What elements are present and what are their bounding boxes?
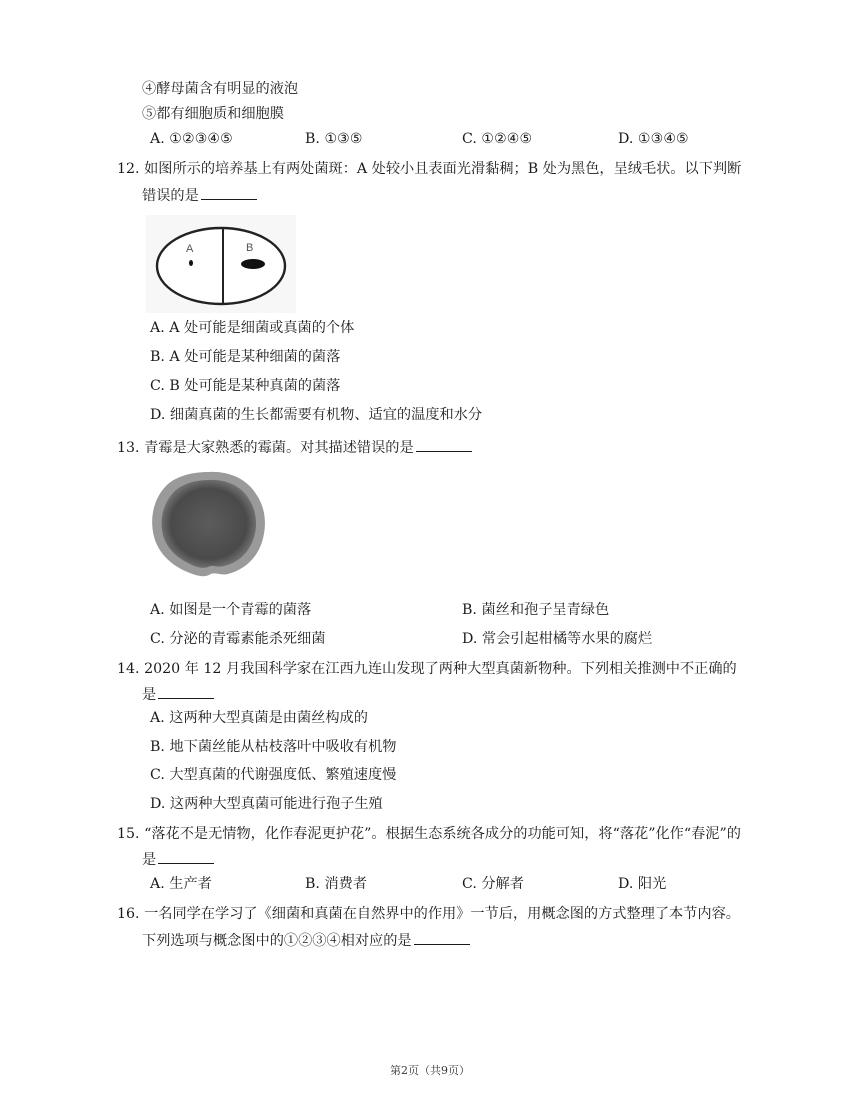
q11-option-b: B. ①③⑤: [305, 131, 363, 147]
q13-option-b: B. 菌丝和孢子呈青绿色: [462, 602, 610, 618]
q12-option-a: A. A 处可能是细菌或真菌的个体: [150, 320, 355, 336]
q16-stem-line1: 16. 一名同学在学习了《细菌和真菌在自然界中的作用》一节后，用概念图的方式整理了本节内容。: [117, 906, 740, 922]
q14-option-a: A. 这两种大型真菌是由菌丝构成的: [150, 710, 368, 726]
q15-stem-text: 是: [142, 852, 157, 868]
q13-option-d: D. 常会引起柑橘等水果的腐烂: [462, 631, 653, 647]
label-b: B: [246, 242, 254, 254]
q14-stem-text: 是: [142, 687, 157, 703]
q14-stem-line2: [142, 684, 214, 705]
q15-answer-blank: [158, 849, 214, 864]
q12-option-d: D. 细菌真菌的生长都需要有机物、适宜的温度和水分: [150, 407, 483, 423]
q15-stem-line2: [142, 849, 214, 870]
label-a: A: [186, 243, 194, 255]
q14-option-b: B. 地下菌丝能从枯枝落叶中吸收有机物: [150, 739, 397, 755]
q11-item-4: ④酵母菌含有明显的液泡: [142, 81, 299, 97]
q11-option-c: C. ①②④⑤: [462, 131, 533, 147]
q15-option-d: D. 阳光: [618, 876, 667, 892]
q12-stem-line1: 12. 如图所示的培养基上有两处菌斑：A 处较小且表面光滑黏稠；B 处为黑色，呈绒毛状。以下判断: [117, 161, 742, 177]
q16-stem-text: 下列选项与概念图中的①②③④相对应的是: [142, 933, 412, 949]
q12-option-b: B. A 处可能是某种细菌的菌落: [150, 349, 341, 365]
q14-stem-line1: 14. 2020 年 12 月我国科学家在江西九连山发现了两种大型真菌新物种。下列相关推测中不正确的: [117, 661, 737, 677]
q16-answer-blank: [414, 930, 470, 945]
q14-answer-blank: [158, 684, 214, 699]
q13-stem: [117, 437, 472, 458]
q11-option-a: A. ①②③④⑤: [150, 131, 233, 147]
q12-answer-blank: [201, 185, 257, 200]
q15-option-b: B. 消费者: [305, 876, 368, 892]
q12-option-c: C. B 处可能是某种真菌的菌落: [150, 378, 341, 394]
colony-b: [241, 259, 265, 269]
colony-a: [189, 260, 193, 266]
q12-stem-line2: [142, 185, 257, 206]
q16-stem-line2: [142, 930, 470, 951]
q15-option-a: A. 生产者: [150, 876, 212, 892]
q13-answer-blank: [416, 437, 472, 452]
page-footer: 第2页（共9页）: [390, 1064, 470, 1077]
q15-option-c: C. 分解者: [462, 876, 524, 892]
q15-stem-line1: 15. “落花不是无情物，化作春泥更护花”。根据生态系统各成分的功能可知，将“落花”化作“春泥”的: [117, 826, 741, 842]
q12-culture-dish-figure: [146, 215, 296, 313]
q13-option-a: A. 如图是一个青霉的菌落: [150, 602, 312, 618]
q13-stem-text: 13. 青霉是大家熟悉的霉菌。对其描述错误的是: [117, 440, 414, 456]
q14-option-d: D. 这两种大型真菌可能进行孢子生殖: [150, 796, 383, 812]
q14-option-c: C. 大型真菌的代谢强度低、繁殖速度慢: [150, 767, 397, 783]
q12-stem-text: 错误的是: [142, 188, 199, 204]
q13-option-c: C. 分泌的青霉素能杀死细菌: [150, 631, 326, 647]
q11-item-5: ⑤都有细胞质和细胞膜: [142, 106, 284, 122]
petri-dish-outline: [157, 228, 285, 304]
q13-penicillium-colony-figure: [148, 468, 270, 580]
colony-core: [162, 480, 256, 568]
q11-option-d: D. ①③④⑤: [618, 131, 689, 147]
